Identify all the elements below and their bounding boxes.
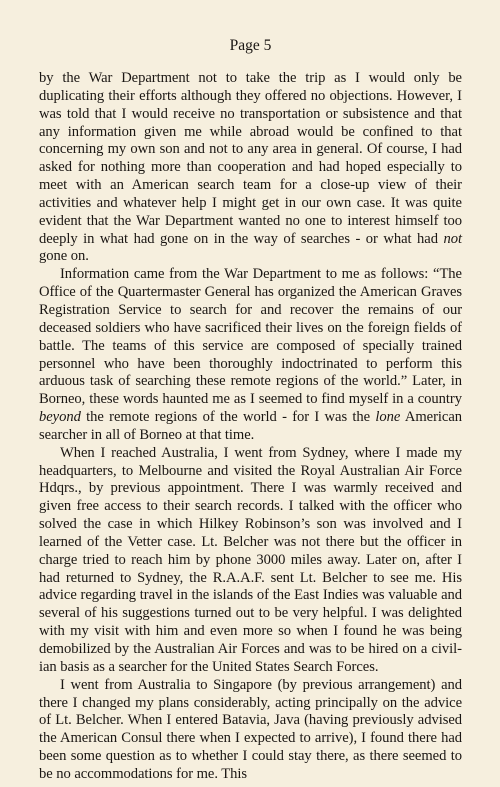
emphasis-beyond: beyond — [39, 409, 81, 426]
page-number: Page 5 — [229, 37, 272, 54]
text-segment: I went from Australia to Singapore (by previous arrangement) and there I changed my plans considerably, acting principally on the advice of Lt. Belcher. When I entered Batavia, Java (having previously advised the American Consul there when I expected to arrive), I found there had been some question as to whether I could stay there, as there seemed to be no accommodations for me. This — [39, 676, 462, 782]
text-segment: American searcher in all of Borneo at that time. — [39, 409, 462, 443]
emphasis-not: not — [443, 230, 462, 247]
paragraph-1 — [39, 70, 462, 266]
paragraph-3 — [39, 445, 462, 677]
body-text — [39, 70, 462, 784]
text-segment: by the War Department not to take the trip as I would only be duplicating their efforts although they offered no objections. However, I was told that I would receive no transportation or subsistence and that any information given me while abroad would be confined to that concerning my own son and not to any area in general. Of course, I had asked for nothing more than cooperation and had hoped especially to meet with an American search team for a close-up view of their activities and whatever help I might get in our own case. It was quite evident that the War Department wanted no one to interest himself too deeply in what had gone on in the way of searches - or what had — [39, 70, 462, 247]
paragraph-2 — [39, 266, 462, 444]
text-segment: When I reached Australia, I went from Sydney, where I made my headquarters, to Melbourne and visited the Royal Australian Air Force Hdqrs., by previous appointment. There I was warmly received and given free access to their search records. I talked with the officer who solved the case in which Hilkey Robinson’s son was involved and I learned of the Vetter case. Lt. Belcher was not there but the officer in charge tried to reach him by phone 3000 miles away. Later on, after I had returned to Sydney, the R.A.A.F. sent Lt. Belcher to see me. His advice regarding travel in the islands of the East Indies was valuable and several of his suggestions turned out to be very helpful. I was delighted with my visit with him and even more so when I found he was being demobilized by the Australian Air Forces and was to be hired on a civilian basis as a searcher for the United States Search Forces. — [39, 444, 462, 675]
text-segment: gone on. — [39, 248, 89, 265]
text-segment: the remote regions of the world - for I was the — [80, 409, 376, 426]
emphasis-lone: lone — [375, 409, 401, 426]
paragraph-4 — [39, 677, 462, 784]
text-segment: Information came from the War Department to me as follows: “The Office of the Quartermaster General has organized the American Graves Registration Service to search for and recover the remains of our deceased soldiers who have sacrificed their lives on the foreign fields of battle. The teams of this service are composed of specially trained personnel who have been thoroughly indoctrinated to perform this arduous task of searching these remote regions of the world.” Later, in Borneo, these words haunted me as I seemed to find myself in a country — [39, 266, 462, 408]
